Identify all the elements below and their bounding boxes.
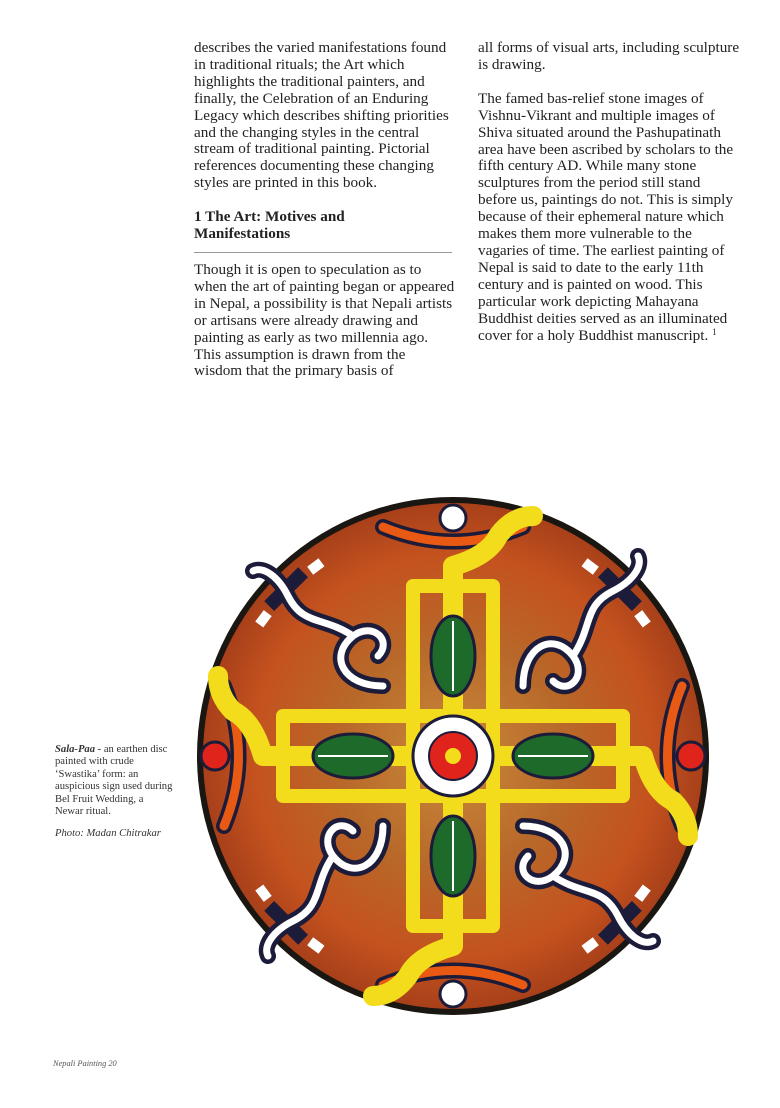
section-heading-line-1: 1 The Art: Motives and [194,208,345,226]
left-paragraph-2: Though it is open to speculation as to when the art of painting began or appeared in Nepal, a possibility is that Nepali artists or artisans were already drawing and painting as early as two millennia ago. This assumption is drawn from the wisdom that the primary basis of [194,260,455,380]
section-heading-line-2: Manifestations [194,225,291,243]
right-paragraph-2-text: The famed bas-relief stone images of Vishnu-Vikrant and multiple images of Shiva situated around the Pashupatinath area have been ascribed by scholars to the fifth century AD. While many stone sculptures from the period still stand before us, paintings do not. This is simply because of their ephemeral nature which makes them more vulnerable to the vagaries of time. The earliest painting of Nepal is said to date to the early 11th century and is painted on wood. This particular work depicting Mahayana Buddhist deities served as an illuminated cover for a holy Buddhist manuscript. [478,89,734,344]
center-flower [413,716,493,796]
right-text-column [478,40,740,344]
photo-credit: Photo: Madan Chitrakar [55,828,161,840]
caption-body: an earthen disc painted with crude ‘Swastika’ form: an auspicious sign used during Bel Fruit Wedding, a Newar ritual. [55,744,173,818]
heading-divider [194,252,452,253]
caption-text [55,744,173,818]
sala-paa-disc-photo [196,496,710,1016]
page-footer: Nepali Painting 20 [53,1059,117,1068]
figure-caption [55,744,173,841]
right-paragraph-2 [478,91,740,345]
footnote-marker: 1 [712,326,717,337]
caption-title: Sala-Paa - [55,744,102,755]
left-paragraph-1: describes the varied manifestations found in traditional rituals; the Art which highlights the traditional painters, and finally, the Celebration of an Enduring Legacy which describes shifting priorities and the changing styles in the central stream of traditional painting. Pictorial references documenting these changing styles are printed in this book. [194,39,449,192]
left-text-column [194,40,456,380]
right-paragraph-1: all forms of visual arts, including sculpture is drawing. [478,39,740,73]
section-heading [194,209,456,243]
